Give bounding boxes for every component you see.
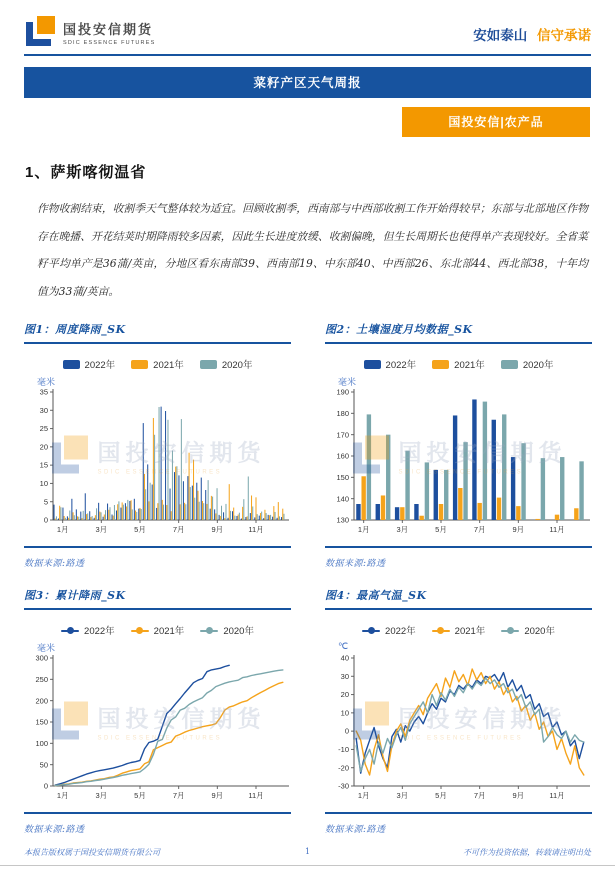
svg-text:9月: 9月 (512, 791, 525, 801)
footer (24, 847, 591, 858)
figure2-plot-area (325, 386, 592, 543)
svg-text:-20: -20 (338, 763, 349, 773)
svg-text:1月: 1月 (357, 791, 370, 801)
slogan-primary: 安如泰山 (473, 28, 528, 43)
charts-grid (24, 321, 592, 835)
svg-text:11月: 11月 (248, 525, 264, 535)
svg-text:20: 20 (39, 442, 48, 452)
legend-item (200, 357, 253, 371)
legend-item (362, 623, 416, 637)
company-logo-icon (24, 16, 56, 48)
svg-text:160: 160 (336, 451, 349, 461)
report-title-banner: 菜籽产区天气周报 (24, 67, 591, 98)
svg-text:7月: 7月 (172, 525, 185, 535)
svg-text:150: 150 (336, 473, 349, 483)
svg-text:170: 170 (336, 430, 349, 440)
slogan-secondary: 信守承诺 (537, 28, 591, 43)
svg-text:1月: 1月 (357, 525, 370, 535)
figure1-legend (24, 357, 291, 371)
legend-label: 2022年 (385, 626, 416, 638)
legend-item (501, 357, 554, 371)
svg-text:7月: 7月 (473, 525, 486, 535)
legend-square-marker (501, 360, 518, 369)
svg-text:9月: 9月 (211, 791, 224, 801)
svg-text:100: 100 (35, 739, 48, 749)
legend-label: 2022年 (385, 360, 417, 372)
svg-text:5月: 5月 (134, 525, 146, 535)
svg-text:3月: 3月 (396, 525, 409, 535)
figure3-legend (24, 623, 291, 637)
figure1-title: 图1：周度降雨_SK (24, 321, 291, 344)
svg-text:180: 180 (336, 409, 349, 419)
svg-text:5月: 5月 (134, 791, 146, 801)
figure3-plot-area (24, 652, 291, 809)
svg-text:30: 30 (340, 672, 349, 682)
watermark-text: 国投安信期货 SDIC ESSENCE FUTURES (97, 705, 266, 742)
svg-text:130: 130 (336, 515, 349, 525)
svg-text:35: 35 (39, 387, 48, 397)
brand (24, 16, 155, 48)
legend-label: 2021年 (454, 626, 486, 638)
figure4-divider (325, 812, 592, 814)
svg-text:11月: 11月 (549, 525, 565, 535)
figure2-axis-unit-label: 毫米 (338, 377, 357, 388)
legend-item (63, 357, 116, 371)
legend-line-marker (131, 626, 149, 635)
svg-text:5: 5 (43, 497, 48, 507)
svg-text:200: 200 (35, 696, 48, 706)
legend-item (61, 623, 115, 637)
legend-label: 2022年 (84, 626, 115, 638)
figure2-chart (325, 386, 592, 538)
figure2-title: 图2：土壤湿度月均数据_SK (325, 321, 592, 344)
svg-text:11月: 11月 (248, 791, 264, 801)
svg-text:1月: 1月 (56, 525, 69, 535)
watermark-text: 国投安信期货 SDIC ESSENCE FUTURES (97, 439, 266, 476)
figure2-divider (325, 546, 592, 548)
badge-row (0, 107, 590, 137)
legend-square-marker (364, 360, 381, 369)
legend-label: 2020年 (522, 360, 554, 372)
svg-text:3月: 3月 (95, 525, 108, 535)
figure4-legend (325, 623, 592, 637)
legend-item (200, 623, 254, 637)
svg-text:7月: 7月 (172, 791, 185, 801)
svg-text:150: 150 (35, 717, 48, 727)
watermark-text: 国投安信期货 SDIC ESSENCE FUTURES (398, 439, 567, 476)
svg-text:0: 0 (43, 515, 48, 525)
svg-text:250: 250 (35, 675, 48, 685)
footer-disclaimer: 不可作为投资依据，转载请注明出处 (463, 848, 591, 857)
svg-text:5月: 5月 (435, 525, 447, 535)
figure3-title: 图3：累计降雨_SK (24, 587, 291, 610)
header-divider (24, 54, 591, 56)
svg-text:9月: 9月 (512, 525, 525, 535)
figure4-title: 图4：最高气温_SK (325, 587, 592, 610)
legend-label: 2021年 (153, 360, 184, 372)
svg-text:10: 10 (39, 479, 48, 489)
figure1-chart (24, 386, 291, 538)
legend-label: 2020年 (223, 626, 254, 638)
svg-text:15: 15 (39, 460, 48, 470)
svg-text:50: 50 (39, 760, 48, 770)
figure1-card (24, 321, 291, 569)
legend-item (501, 623, 555, 637)
legend-line-marker (432, 626, 450, 635)
footer-copyright: 本报告版权属于国投安信期货有限公司 (24, 848, 160, 857)
svg-text:9月: 9月 (211, 525, 224, 535)
svg-text:40: 40 (340, 653, 349, 663)
category-badge: 国投安信|农产品 (402, 107, 590, 137)
brand-name: 国投安信期货 (63, 21, 154, 37)
legend-label: 2021年 (454, 360, 485, 372)
svg-text:3月: 3月 (95, 791, 108, 801)
figure1-plot-area (24, 386, 291, 543)
svg-text:0: 0 (344, 726, 349, 736)
legend-line-marker (362, 626, 380, 635)
figure3-card (24, 587, 291, 835)
svg-text:190: 190 (336, 387, 349, 397)
figure3-data-source: 数据来源:路透 (24, 825, 85, 836)
figure4-card (325, 587, 592, 835)
svg-text:3月: 3月 (396, 791, 409, 801)
legend-item (131, 357, 184, 371)
brand-name-en: SDIC ESSENCE FUTURES (63, 39, 156, 46)
legend-item (364, 357, 417, 371)
header (0, 0, 615, 48)
bottom-divider (0, 865, 615, 866)
svg-text:30: 30 (39, 406, 48, 416)
slogan (473, 24, 591, 48)
section-heading: 1、萨斯喀彻温省 (25, 164, 147, 181)
legend-label: 2020年 (524, 626, 555, 638)
svg-text:-30: -30 (338, 781, 349, 791)
svg-text:0: 0 (43, 781, 48, 791)
legend-square-marker (200, 360, 217, 369)
legend-square-marker (131, 360, 148, 369)
figure4-plot-area (325, 652, 592, 809)
figure1-data-source: 数据来源:路透 (24, 559, 85, 570)
figure2-card (325, 321, 592, 569)
svg-text:140: 140 (336, 494, 349, 504)
figure2-data-source: 数据来源:路透 (325, 559, 386, 570)
legend-line-marker (61, 626, 79, 635)
body-paragraph: 作物收割结束，收割季天气整体较为适宜。回顾收割季，西南部与中西部收割工作开始得较早；东部与北部地区作物存在晚播、开花结荚时期降雨较多因素，因此生长进度放缓、收割偏晚，但生长周期长也使得单产表现较好。全省菜籽平均单产是36蒲/英亩，分地区看东南部39、西南部19、中东部40、中西部26、东北部44、西北部38，十年均值为33蒲/英亩。 (37, 202, 588, 298)
legend-square-marker (63, 360, 80, 369)
svg-text:25: 25 (39, 424, 48, 434)
legend-square-marker (432, 360, 449, 369)
svg-text:1月: 1月 (56, 791, 69, 801)
legend-line-marker (200, 626, 218, 635)
legend-label: 2021年 (153, 626, 185, 638)
page-number: 1 (304, 847, 311, 856)
figure2-legend (325, 357, 592, 371)
svg-text:7月: 7月 (473, 791, 486, 801)
legend-label: 2020年 (221, 360, 253, 372)
legend-label: 2022年 (84, 360, 116, 372)
figure4-axis-unit-label: ℃ (338, 641, 349, 652)
figure1-divider (24, 546, 291, 548)
figure3-axis-unit-label: 毫米 (37, 643, 56, 654)
figure1-axis-unit-label: 毫米 (37, 377, 56, 388)
legend-item (131, 623, 185, 637)
legend-line-marker (501, 626, 519, 635)
svg-text:-10: -10 (338, 745, 349, 755)
watermark-text: 国投安信期货 SDIC ESSENCE FUTURES (398, 705, 567, 742)
figure3-chart (24, 652, 291, 804)
svg-text:11月: 11月 (549, 791, 565, 801)
svg-text:10: 10 (340, 708, 349, 718)
svg-text:20: 20 (340, 690, 349, 700)
svg-text:5月: 5月 (435, 791, 447, 801)
figure3-divider (24, 812, 291, 814)
figure4-chart (325, 652, 592, 804)
legend-item (432, 357, 485, 371)
legend-item (432, 623, 486, 637)
brand-text (63, 19, 155, 46)
figure4-data-source: 数据来源:路透 (325, 825, 386, 836)
svg-text:300: 300 (35, 653, 48, 663)
